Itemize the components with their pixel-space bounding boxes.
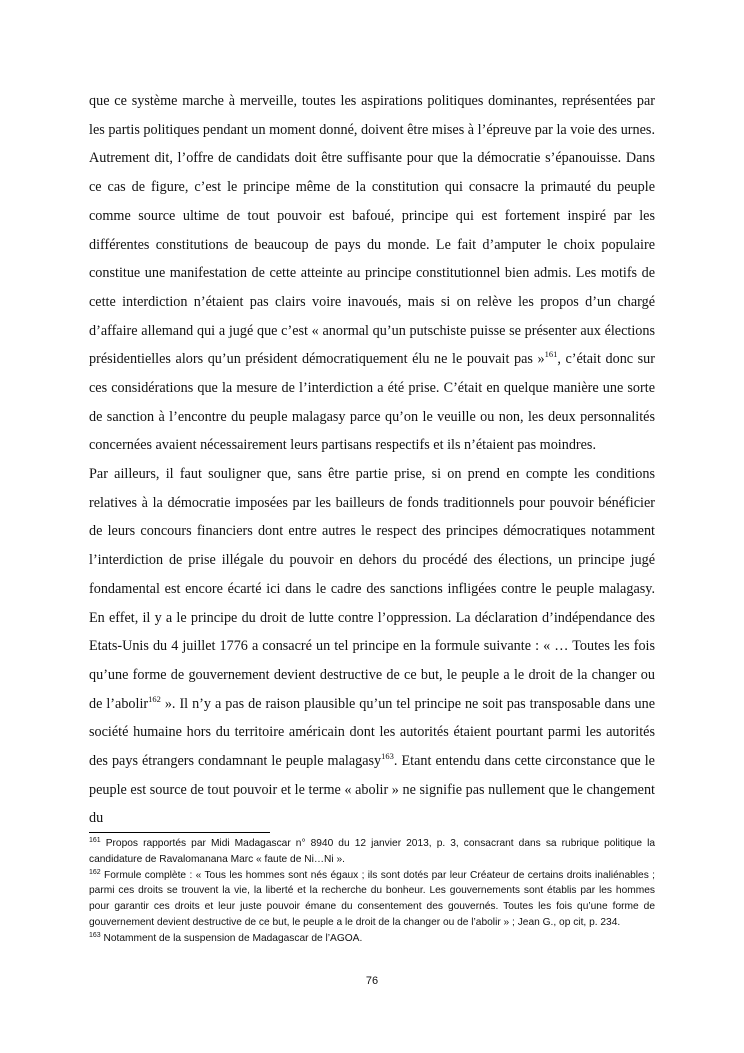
- footnote-number: 163: [89, 931, 101, 939]
- footnote-ref-161[interactable]: 161: [544, 349, 558, 360]
- paragraph-text: ». Il n’y a pas de raison plausible qu’un tel principe ne soit pas transposable dans une société humaine hors du territoire américain dont les autorités étaient pourtant parmi les autorités des pays étrangers condamnant le peuple malagasy: [89, 695, 655, 770]
- body-paragraph-2: [89, 460, 655, 833]
- footnotes: [89, 836, 655, 947]
- page-number: 76: [365, 975, 379, 987]
- footnote-number: 162: [89, 868, 101, 876]
- paragraph-text: , c’était donc sur ces considérations que la mesure de l’interdiction a été prise. C’était en quelque manière une sorte de sanction à l’encontre du peuple malagasy parce qu’on le veuille ou non, les deux personnalités concernées avaient nécessairement leurs partisans respectifs et ils n’étaient pas moindres.: [89, 351, 656, 454]
- footnote-text: Propos rapportés par Midi Madagascar n° 8940 du 12 janvier 2013, p. 3, consacrant dans sa rubrique politique la candidature de Ravalomanana Marc « faute de Ni…Ni ».: [89, 838, 655, 865]
- body-paragraph-1: [89, 87, 655, 460]
- paragraph-text: que ce système marche à merveille, toutes les aspirations politiques dominantes, représentées par les partis politiques pendant un moment donné, doivent être mises à l’épreuve par la voie des urnes. Autrement dit, l’offre de candidats doit être suffisante pour que la démocratie s’épanouisse. Dans ce cas de figure, c’est le principe même de la constitution qui consacre la primauté du peuple comme source ultime de tout pouvoir est bafoué, principe qui est fortement inspiré par les différentes constitutions de beaucoup de pays du monde. Le fait d’amputer le choix populaire constitue une manifestation de cette atteinte au principe constitutionnel bien admis. Les motifs de cette interdiction n’étaient pas clairs voire inavoués, mais si on relève les propos d’un chargé d’affaire allemand qui a jugé que c’est « anormal qu’un putschiste puisse se présenter aux élections présidentielles alors qu’un président démocratiquement élu ne le pouvait pas »: [89, 93, 655, 368]
- footnote-number: 161: [89, 837, 101, 844]
- footnote-161: [89, 836, 655, 868]
- paragraph-text: . Etant entendu dans cette circonstance que le peuple est source de tout pouvoir et le terme « abolir » ne signifie pas nullement que le changement du: [89, 753, 655, 827]
- footnote-ref-163[interactable]: 163: [381, 751, 394, 762]
- footnote-separator: [89, 832, 270, 833]
- footnote-163: [89, 931, 655, 947]
- footnote-ref-162[interactable]: 162: [148, 693, 161, 704]
- footnote-162: [89, 868, 655, 931]
- footnote-text: Formule complète : « Tous les hommes sont nés égaux ; ils sont dotés par leur Créateur de certains droits inaliénables ; parmi ces droits se trouvent la vie, la liberté et la recherche du bonheur. Les gouvernements sont établis par les hommes pour garantir ces droits et leur juste pouvoir émane du consentement des gouvernés. Toutes les fois qu’une forme de gouvernement devient destructive de ce but, le peuple a le droit de la changer ou de l’abolir » ; Jean G., op cit, p. 234.: [89, 869, 655, 928]
- paragraph-text: Par ailleurs, il faut souligner que, sans être partie prise, si on prend en compte les conditions relatives à la démocratie imposées par les bailleurs de fonds traditionnels pour pouvoir bénéficier de leurs concours financiers dont entre autres le respect des principes démocratiques notamment l’interdiction de prise illégale du pouvoir en dehors du procédé des élections, un principe jugé fondamental est encore écarté ici dans le cadre des sanctions infligées contre le peuple malagasy. En effet, il y a le principe du droit de lutte contre l’oppression. La déclaration d’indépendance des Etats-Unis du 4 juillet 1776 a consacré un tel principe en la formule suivante : « … Toutes les fois qu’une forme de gouvernement devient destructive de ce but, le peuple a le droit de la changer ou de l’abolir: [89, 466, 655, 712]
- footnote-text: Notamment de la suspension de Madagascar de l’AGOA.: [100, 932, 363, 944]
